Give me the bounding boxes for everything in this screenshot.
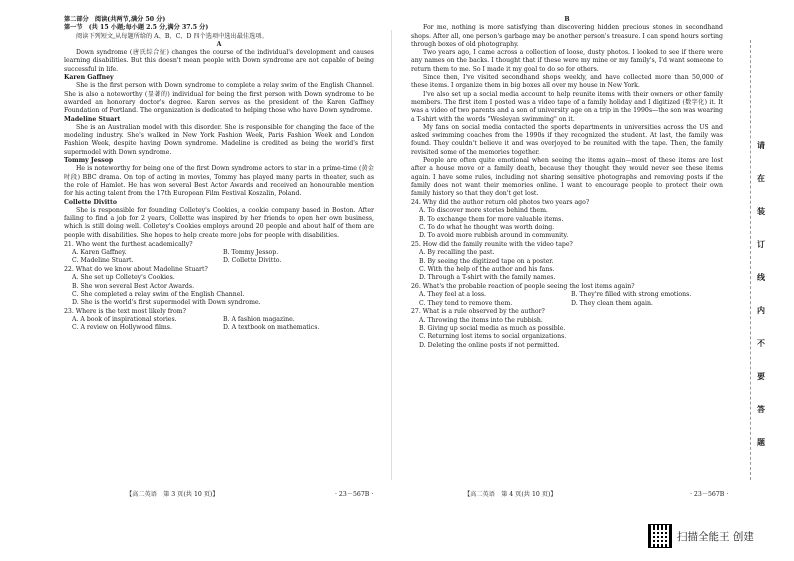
sidebar-char: 订 — [757, 239, 765, 249]
option-24c[interactable]: C. To do what he thought was worth doing. — [419, 223, 555, 231]
option-23a[interactable]: A. A book of inspirational stories. — [72, 316, 177, 324]
heading-karen: Karen Gaffney — [64, 74, 114, 82]
option-23d[interactable]: D. A textbook on mathematics. — [223, 324, 320, 332]
passage-a-intro: Down syndrome (唐氏综合征) changes the course of the individual's development and causes learning disabilities. But this doesn't mean people with Down syndrome are not capable of being successful in life. — [64, 49, 374, 73]
sidebar-char: 请 — [757, 140, 765, 150]
options-21-row2 — [64, 257, 374, 265]
option-25b[interactable]: B. By seeing the digitized tape on a poster. — [419, 257, 554, 265]
section-title: 第二部分 阅读(共两节,满分 50 分) — [64, 16, 166, 23]
option-21c[interactable]: C. Madeline Stuart. — [72, 257, 134, 265]
sidebar-char: 线 — [757, 272, 765, 282]
option-22a[interactable]: A. She set up Colletey's Cookies. — [72, 274, 175, 282]
option-23b[interactable]: B. A fashion magazine. — [223, 316, 295, 324]
option-26c[interactable]: C. They tend to remove them. — [419, 299, 513, 307]
sidebar-char: 答 — [757, 404, 765, 414]
sidebar-char: 题 — [757, 437, 765, 447]
footer-right-page: 【高二英语 第 4 页(共 10 页)】 — [464, 491, 557, 498]
question-21: 21. Who went the furthest academically? — [64, 240, 193, 248]
paragraph-b3: Since then, I've visited secondhand shops weekly, and have collected more than 50,000 of these items. I organize them in big boxes all over my house in New York. — [411, 74, 723, 90]
option-27a[interactable]: A. Throwing the items into the rubbish. — [419, 316, 543, 324]
option-25c[interactable]: C. With the help of the author and his fans. — [419, 265, 555, 273]
option-21a[interactable]: A. Karen Gaffney. — [72, 248, 127, 256]
page-left — [64, 16, 374, 333]
question-24: 24. Why did the author return old photos two years ago? — [411, 199, 590, 207]
option-27b[interactable]: B. Giving up social media as much as possible. — [419, 324, 566, 332]
part1-instruction: 阅读下列短文,从每题所给的 A、B、C、D 四个选项中选出最佳选项。 — [76, 32, 268, 40]
paragraph-tommy: He is noteworthy for being one of the first Down syndrome actors to star in a prime-time (黄金时段) BBC drama. On top of acting in movies, Tommy has played many parts in theater, such as the role of Hamlet. He has won several Best Actor Awards and received an honourable mention for his acting talent from the 17th European Film Festival Koszalin, Poland. — [64, 165, 374, 198]
option-23c[interactable]: C. A review on Hollywood films. — [72, 324, 172, 332]
question-27: 27. What is a rule observed by the author? — [411, 308, 545, 316]
option-26a[interactable]: A. They feel at a loss. — [419, 291, 487, 299]
footer-left-page: 【高二英语 第 3 页(共 10 页)】 — [126, 491, 219, 498]
options-21-row1 — [64, 249, 374, 257]
question-22: 22. What do we know about Madeline Stuart? — [64, 265, 208, 273]
question-26: 26. What's the probable reaction of people seeing the lost items again? — [411, 283, 635, 290]
question-23: 23. Where is the text most likely from? — [64, 307, 186, 315]
sidebar-char: 内 — [757, 305, 765, 315]
option-24b[interactable]: B. To exchange them for more valuable items. — [419, 215, 564, 223]
options-26-row1 — [411, 291, 723, 299]
paragraph-b1: For me, nothing is more satisfying than discovering hidden precious stones in secondhand shops. After all, one person's garbage may be another person's treasure. I can spend hours sorting through boxes of old photography. — [411, 24, 723, 48]
options-26-row2 — [411, 300, 723, 308]
option-21d[interactable]: D. Collette Divitto. — [223, 257, 282, 265]
paragraph-collette: She is responsible for founding Colletey's Cookies, a cookie company based in Boston. After failing to find a job for 2 years, Collette was inspired by her friends to open her own business, which is still doing well. Colletey's Cookies employs around 20 people and about half of them are people with disabilities. She hopes to help create more jobs for people with disabilities. — [64, 206, 374, 239]
footer-right-code: · 23－567B · — [690, 491, 729, 498]
paragraph-b2: Two years ago, I came across a collection of loose, dusty photos. I looked to see if there were any names on the backs. I thought that if these were my mine or my family's, I'd want someone to return them to me. So I made it my goal to do so for others. — [411, 49, 723, 73]
option-22d[interactable]: D. She is the world's first supermodel with Down syndrome. — [72, 299, 261, 307]
paragraph-b6: People are often quite emotional when seeing the items again—most of these items are lost after a house move or a family death, because they thought they would never see these items again. I have some rules, including not sharing sensitive photographs and removing posts if the family does not want their memories online. I want to encourage people to protect their own family history so that they don't get lost. — [411, 157, 723, 198]
option-26d[interactable]: D. They clean them again. — [571, 299, 653, 307]
scanner-watermark — [648, 524, 754, 548]
watermark-text: 扫描全能王 创建 — [677, 530, 754, 543]
option-22c[interactable]: C. She completed a relay swim of the English Channel. — [72, 290, 245, 298]
part1-title: 第一节 (共 15 小题;每小题 2.5 分,满分 37.5 分) — [64, 24, 209, 32]
sidebar-char: 不 — [757, 338, 765, 348]
footer-left-code: · 23－567B · — [335, 491, 374, 498]
options-23-row2 — [64, 324, 374, 332]
sidebar-char: 装 — [757, 206, 765, 216]
paragraph-b4: I've also set up a social media account to help reunite items with their owners or other family members. The first item I posted was a video tape of a family holiday and I digitized (数字化) it. It was a video of two parents and a son of university age on a trip in the 1990s—the son was wearing a T-shirt with the words "Wesleyan swimming" on it. — [411, 90, 723, 123]
page-divider — [391, 30, 392, 480]
heading-madeline: Madeline Stuart — [64, 115, 121, 123]
option-24a[interactable]: A. To discover more stories behind them. — [419, 207, 548, 215]
page-right — [411, 16, 723, 350]
qr-code-icon — [648, 524, 672, 548]
paragraph-b5: My fans on social media contacted the sports departments in universities across the US and asked swimming coaches from the 1990s if they recognized the student. At last, the family was found. They couldn't believe it and was overjoyed to be reunited with the tape. Then, the family revisited some of the memories together. — [411, 123, 723, 156]
option-25d[interactable]: D. Through a T-shirt with the family names. — [419, 274, 556, 282]
paragraph-karen: She is the first person with Down syndrome to complete a relay swim of the English Channel. She is also a noteworthy (显著的) individual for being the first person with Down syndrome to be awarded an honorary doctor's degree. Karen serves as the president of the Karen Gaffney Foundation of Portland. The organization is dedicated to helping those who have Down syndrome. — [64, 82, 374, 115]
option-27c[interactable]: C. Returning lost items to social organizations. — [419, 333, 567, 341]
sidebar-char: 要 — [757, 371, 765, 381]
sidebar-char: 在 — [757, 173, 765, 183]
option-25a[interactable]: A. By recalling the past. — [419, 249, 495, 257]
question-25: 25. How did the family reunite with the video tape? — [411, 241, 573, 249]
heading-tommy: Tommy Jessop — [64, 157, 114, 165]
passage-a-label: A — [216, 40, 222, 48]
paragraph-madeline: She is an Australian model with this disorder. She is responsible for changing the face of the modeling industry. She's walked in New York Fashion Week, Paris Fashion Week and London Fashion Week, despite having Down syndrome. Madeline is credited as being the world's first supermodel with Down syndrome. — [64, 123, 374, 156]
option-27d[interactable]: D. Deleting the online posts if not permitted. — [419, 341, 560, 349]
heading-collette: Collette Divitto — [64, 198, 118, 206]
option-22b[interactable]: B. She won several Best Actor Awards. — [72, 282, 195, 290]
option-24d[interactable]: D. To avoid more rubbish around in community. — [419, 232, 569, 240]
options-23-row1 — [64, 316, 374, 324]
option-21b[interactable]: B. Tommy Jessop. — [223, 248, 279, 256]
passage-b-label: B — [564, 16, 570, 23]
option-26b[interactable]: B. They're filled with strong emotions. — [571, 291, 692, 299]
